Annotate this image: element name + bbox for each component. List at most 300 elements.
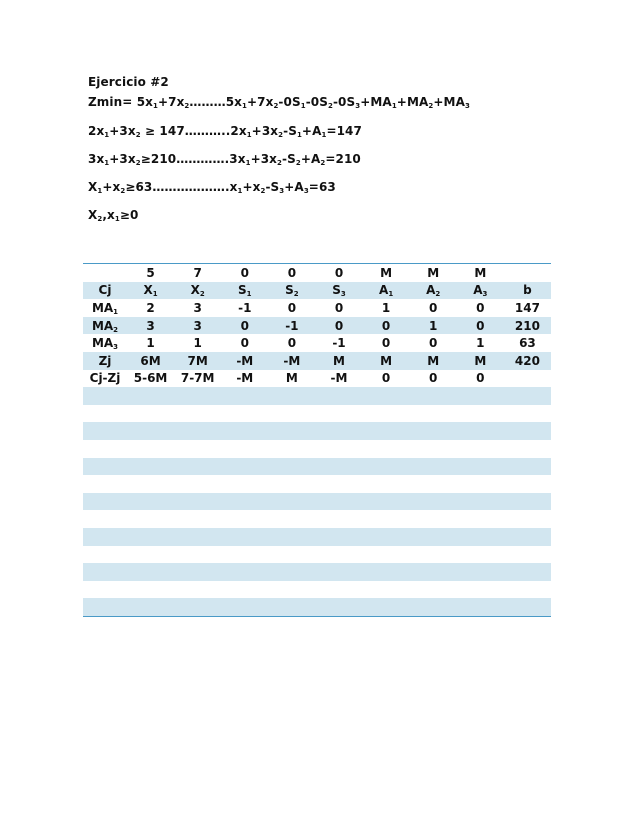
text-segment: A <box>379 283 389 298</box>
table-cell <box>174 440 221 458</box>
constraint-2 <box>88 152 361 166</box>
text-segment: Zj <box>98 353 112 368</box>
text-segment: +A <box>300 152 321 166</box>
table-cell <box>174 528 221 546</box>
text-segment: 7 <box>193 265 202 280</box>
table-row <box>83 282 551 300</box>
table-cell <box>457 405 504 423</box>
table-cell <box>363 334 410 352</box>
text-segment: 2x <box>88 124 105 138</box>
text-segment: MA <box>91 318 114 333</box>
text-segment: MA <box>91 336 114 351</box>
table-cell <box>268 317 315 335</box>
table-cell <box>363 352 410 370</box>
table-cell <box>504 458 551 476</box>
table-cell <box>315 458 362 476</box>
table-cell <box>504 405 551 423</box>
text-segment: M <box>285 371 298 386</box>
exercise-title <box>88 75 169 89</box>
table-cell <box>127 334 174 352</box>
table-cell <box>315 282 362 300</box>
subscript: 2 <box>428 102 434 110</box>
text-segment: 0 <box>476 371 485 386</box>
subscript: 1 <box>300 102 306 110</box>
table-cell <box>457 581 504 599</box>
table-cell <box>504 440 551 458</box>
table-cell <box>457 493 504 511</box>
table-cell <box>268 352 315 370</box>
table-cell <box>504 352 551 370</box>
table-cell <box>221 546 268 564</box>
table-cell <box>410 370 457 388</box>
table-cell <box>410 422 457 440</box>
subscript: 1 <box>388 290 394 299</box>
table-cell <box>268 405 315 423</box>
table-cell <box>127 370 174 388</box>
table-row <box>83 546 551 564</box>
table-cell <box>363 546 410 564</box>
table-cell <box>363 405 410 423</box>
table-cell <box>268 598 315 616</box>
table-cell <box>268 546 315 564</box>
table-cell <box>174 299 221 317</box>
table-cell <box>268 493 315 511</box>
text-segment: 0 <box>429 300 438 315</box>
table-cell <box>315 387 362 405</box>
table-cell <box>363 317 410 335</box>
table-cell <box>83 475 127 493</box>
table-cell <box>127 493 174 511</box>
table-cell <box>410 563 457 581</box>
table-cell <box>268 475 315 493</box>
table-cell <box>127 317 174 335</box>
subscript: 1 <box>104 159 110 167</box>
table-cell <box>268 510 315 528</box>
table-cell <box>315 264 362 282</box>
table-cell <box>504 317 551 335</box>
text-segment: 1 <box>476 336 485 351</box>
table-cell <box>315 598 362 616</box>
table-cell <box>457 422 504 440</box>
text-segment: 63 <box>519 336 536 351</box>
subscript: 2 <box>273 102 279 110</box>
table-cell <box>457 528 504 546</box>
table-cell <box>221 352 268 370</box>
subscript: 2 <box>293 290 299 299</box>
table-cell <box>504 264 551 282</box>
subscript: 3 <box>340 290 346 299</box>
text-segment: -0S <box>278 95 301 109</box>
text-segment: 1 <box>429 318 438 333</box>
text-segment: 0 <box>240 318 249 333</box>
table-cell <box>410 317 457 335</box>
table-cell <box>83 493 127 511</box>
table-cell <box>83 546 127 564</box>
subscript: 1 <box>152 290 158 299</box>
text-segment: =147 <box>326 124 362 138</box>
text-segment: X <box>88 180 98 194</box>
table-cell <box>127 299 174 317</box>
table-cell <box>83 581 127 599</box>
table-cell <box>221 422 268 440</box>
text-segment: M <box>333 353 345 368</box>
table-cell <box>221 528 268 546</box>
subscript: 1 <box>246 131 252 139</box>
table-cell <box>315 493 362 511</box>
table-cell <box>315 422 362 440</box>
text-segment: +3x <box>250 152 278 166</box>
text-segment: X <box>88 208 98 222</box>
table-cell <box>410 387 457 405</box>
subscript: 1 <box>321 131 327 139</box>
text-segment: ≥ 147………..2x <box>140 124 247 138</box>
table-cell <box>410 493 457 511</box>
table-cell <box>410 581 457 599</box>
table-cell <box>221 299 268 317</box>
table-cell <box>315 334 362 352</box>
table-row <box>83 598 551 616</box>
table-cell <box>221 458 268 476</box>
text-segment: 2 <box>146 300 155 315</box>
subscript: 1 <box>152 102 158 110</box>
table-cell <box>83 299 127 317</box>
table-row <box>83 422 551 440</box>
text-segment: 0 <box>240 265 249 280</box>
text-segment: 3 <box>193 318 202 333</box>
subscript: 1 <box>114 215 120 223</box>
table-cell <box>363 458 410 476</box>
text-segment: S <box>285 283 294 298</box>
text-segment: -M <box>236 353 254 368</box>
table-cell <box>363 264 410 282</box>
table-cell <box>504 493 551 511</box>
table-cell <box>221 475 268 493</box>
table-row <box>83 387 551 405</box>
subscript: 2 <box>320 159 326 167</box>
table-cell <box>83 264 127 282</box>
table-cell <box>268 563 315 581</box>
table-cell <box>83 387 127 405</box>
table-cell <box>83 528 127 546</box>
table-row <box>83 440 551 458</box>
table-cell <box>504 598 551 616</box>
table-cell <box>83 598 127 616</box>
table-cell <box>83 458 127 476</box>
table-cell <box>363 387 410 405</box>
subscript: 3 <box>279 187 285 195</box>
table-cell <box>315 528 362 546</box>
table-cell <box>315 317 362 335</box>
text-segment: M <box>474 265 487 280</box>
table-cell <box>268 422 315 440</box>
table-cell <box>83 563 127 581</box>
table-cell <box>363 581 410 599</box>
table-cell <box>363 299 410 317</box>
table-row <box>83 370 551 388</box>
text-segment: +A <box>284 180 304 194</box>
table-cell <box>363 475 410 493</box>
table-cell <box>457 299 504 317</box>
table-cell <box>315 475 362 493</box>
text-segment: ,x <box>102 208 115 222</box>
table-cell <box>410 510 457 528</box>
table-cell <box>457 440 504 458</box>
table-cell <box>83 440 127 458</box>
table-cell <box>457 458 504 476</box>
table-cell <box>221 282 268 300</box>
table-cell <box>221 387 268 405</box>
table-cell <box>363 528 410 546</box>
table-row <box>83 264 551 282</box>
table-cell <box>174 422 221 440</box>
table-cell <box>410 352 457 370</box>
subscript: 1 <box>237 187 243 195</box>
table-cell <box>221 317 268 335</box>
table-cell <box>268 282 315 300</box>
text-segment: M <box>427 265 440 280</box>
text-segment: 0 <box>476 300 485 315</box>
table-cell <box>315 299 362 317</box>
text-segment: -S <box>282 152 296 166</box>
text-segment: MA <box>91 300 114 315</box>
text-segment: M <box>474 353 487 368</box>
table-row <box>83 563 551 581</box>
table-cell <box>83 370 127 388</box>
subscript: 1 <box>245 159 251 167</box>
subscript: 2 <box>135 159 141 167</box>
text-segment: 210 <box>514 318 540 333</box>
text-segment: 0 <box>334 265 344 280</box>
text-segment: -S <box>283 124 297 138</box>
text-segment: S <box>238 283 247 298</box>
table-cell <box>174 563 221 581</box>
text-segment: M <box>427 353 440 368</box>
text-segment: +MA <box>433 95 465 109</box>
text-segment: 1 <box>381 300 391 315</box>
table-cell <box>127 563 174 581</box>
text-segment: -1 <box>285 318 299 333</box>
text-segment: 5 <box>146 265 155 280</box>
table-cell <box>174 598 221 616</box>
table-cell <box>174 405 221 423</box>
table-cell <box>504 334 551 352</box>
table-cell <box>268 440 315 458</box>
text-segment: -M <box>330 371 348 386</box>
text-segment: Cj-Zj <box>89 371 121 386</box>
table-cell <box>268 458 315 476</box>
table-cell <box>315 546 362 564</box>
text-segment: 7-7M <box>180 371 215 386</box>
table-cell <box>504 581 551 599</box>
subscript: 1 <box>242 102 247 110</box>
table-cell <box>174 510 221 528</box>
table-cell <box>221 334 268 352</box>
table-cell <box>410 546 457 564</box>
table-row <box>83 475 551 493</box>
subscript: 2 <box>277 159 282 167</box>
subscript: 3 <box>482 290 488 299</box>
text-segment: 0 <box>334 300 344 315</box>
subscript: 1 <box>296 131 302 139</box>
table-cell <box>363 563 410 581</box>
text-segment: -M <box>236 371 254 386</box>
table-cell <box>268 299 315 317</box>
text-segment: 0 <box>381 371 391 386</box>
subscript: 2 <box>135 131 141 139</box>
table-cell <box>315 581 362 599</box>
subscript: 3 <box>355 102 361 110</box>
table-cell <box>457 352 504 370</box>
table-row <box>83 317 551 335</box>
constraint-3 <box>88 180 336 194</box>
simplex-tableau <box>83 263 551 617</box>
text-segment: +3x <box>109 152 136 166</box>
table-cell <box>221 581 268 599</box>
text-segment: ≥210………….3x <box>140 152 246 166</box>
table-cell <box>504 387 551 405</box>
table-cell <box>174 493 221 511</box>
text-segment: -M <box>283 353 301 368</box>
table-cell <box>410 405 457 423</box>
table-cell <box>363 510 410 528</box>
text-segment: ≥63……………….x <box>125 180 238 194</box>
text-segment: +MA <box>360 95 392 109</box>
table-cell <box>174 458 221 476</box>
table-cell <box>83 405 127 423</box>
table-cell <box>363 370 410 388</box>
text-segment: =210 <box>325 152 361 166</box>
text-segment: 5-6M <box>133 371 168 386</box>
subscript: 2 <box>184 102 190 110</box>
text-segment: ≥0 <box>119 208 139 222</box>
table-cell <box>410 458 457 476</box>
table-cell <box>127 510 174 528</box>
objective-function <box>88 95 470 109</box>
table-cell <box>363 493 410 511</box>
table-cell <box>127 422 174 440</box>
table-cell <box>504 370 551 388</box>
text-segment: 1 <box>146 336 155 351</box>
text-segment: +x <box>242 180 261 194</box>
table-cell <box>174 370 221 388</box>
table-cell <box>174 387 221 405</box>
table-cell <box>504 563 551 581</box>
table-cell <box>410 264 457 282</box>
table-row <box>83 405 551 423</box>
table-cell <box>83 282 127 300</box>
table-cell <box>315 352 362 370</box>
subscript: 2 <box>278 131 284 139</box>
text-segment: X <box>143 283 153 298</box>
subscript: 1 <box>246 290 252 299</box>
text-segment: 7M <box>187 353 208 368</box>
table-cell <box>504 299 551 317</box>
table-cell <box>127 581 174 599</box>
table-cell <box>457 510 504 528</box>
table-cell <box>315 370 362 388</box>
text-segment: 0 <box>287 265 297 280</box>
table-row <box>83 334 551 352</box>
table-cell <box>83 334 127 352</box>
text-segment: Cj <box>98 283 112 298</box>
table-cell <box>127 264 174 282</box>
subscript: 3 <box>464 102 470 110</box>
table-cell <box>410 440 457 458</box>
text-segment: 147 <box>514 300 540 315</box>
table-cell <box>127 528 174 546</box>
text-segment: 0 <box>334 318 344 333</box>
table-cell <box>504 528 551 546</box>
table-cell <box>410 598 457 616</box>
table-cell <box>504 546 551 564</box>
table-cell <box>457 387 504 405</box>
text-segment: Ejercicio #2 <box>88 75 169 89</box>
table-cell <box>221 405 268 423</box>
table-cell <box>127 475 174 493</box>
table-row <box>83 510 551 528</box>
subscript: 2 <box>113 325 119 334</box>
table-cell <box>221 370 268 388</box>
subscript: 3 <box>303 187 309 195</box>
table-cell <box>457 563 504 581</box>
table-cell <box>127 598 174 616</box>
table-cell <box>363 598 410 616</box>
text-segment: +x <box>102 180 121 194</box>
table-cell <box>268 387 315 405</box>
table-cell <box>83 510 127 528</box>
text-segment: A <box>473 283 483 298</box>
table-cell <box>504 422 551 440</box>
subscript: 1 <box>97 187 103 195</box>
table-cell <box>174 475 221 493</box>
table-cell <box>268 264 315 282</box>
subscript: 1 <box>113 307 119 316</box>
subscript: 1 <box>391 102 397 110</box>
subscript: 2 <box>295 159 301 167</box>
table-cell <box>363 440 410 458</box>
non-negativity <box>88 208 138 222</box>
table-cell <box>174 581 221 599</box>
constraint-1 <box>88 124 362 138</box>
table-row <box>83 352 551 370</box>
text-segment: 1 <box>193 336 202 351</box>
table-cell <box>127 352 174 370</box>
table-cell <box>83 317 127 335</box>
text-segment: +3x <box>109 124 136 138</box>
table-cell <box>315 405 362 423</box>
text-segment: 0 <box>287 300 297 315</box>
table-cell <box>457 546 504 564</box>
subscript: 2 <box>260 187 266 195</box>
text-segment: +7x <box>246 95 274 109</box>
text-segment: b <box>523 283 532 298</box>
table-cell <box>315 440 362 458</box>
subscript: 2 <box>97 215 103 223</box>
table-cell <box>127 546 174 564</box>
table-cell <box>221 493 268 511</box>
text-segment: S <box>332 283 341 298</box>
table-cell <box>127 458 174 476</box>
text-segment: M <box>380 353 393 368</box>
table-cell <box>174 282 221 300</box>
text-segment: 3 <box>146 318 155 333</box>
text-segment: -1 <box>332 336 346 351</box>
text-segment: 0 <box>381 318 391 333</box>
subscript: 2 <box>120 187 126 195</box>
text-segment: 0 <box>240 336 249 351</box>
table-row <box>83 458 551 476</box>
text-segment: 0 <box>381 336 391 351</box>
